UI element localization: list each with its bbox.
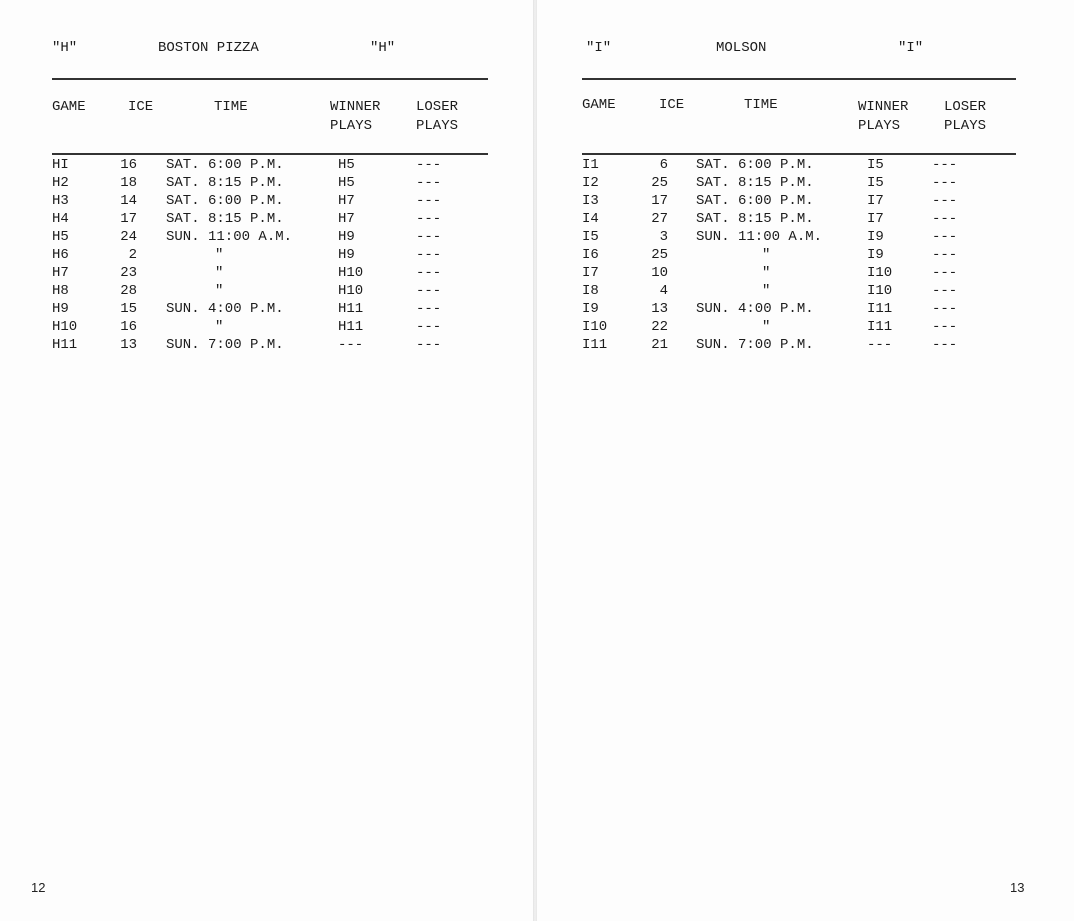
page-number: 12 (31, 880, 46, 895)
cell-game: I11 (582, 337, 608, 353)
table-row (582, 300, 1016, 318)
cell-game: I3 (582, 193, 599, 209)
cell-winner: H7 (338, 193, 355, 209)
col-game: GAME (52, 99, 86, 115)
cell-loser: --- (932, 337, 958, 353)
cell-loser: --- (932, 301, 958, 317)
table-row (582, 318, 1016, 336)
cell-loser: --- (932, 265, 958, 281)
cell-winner: I11 (867, 301, 893, 317)
cell-loser: --- (416, 175, 442, 191)
cell-loser: --- (932, 319, 958, 335)
cell-loser: --- (416, 337, 442, 353)
col-loser-plays: PLAYS (944, 118, 987, 134)
cell-winner: I10 (867, 265, 893, 281)
cell-loser: --- (932, 157, 958, 173)
cell-winner: H5 (338, 175, 355, 191)
cell-time: " (215, 319, 224, 335)
cell-time: " (762, 283, 771, 299)
cell-ice: 22 (651, 319, 668, 335)
division-code-left: "H" (52, 40, 78, 56)
cell-winner: I5 (867, 175, 884, 191)
table-row (52, 228, 488, 246)
cell-ice: 2 (128, 247, 137, 263)
cell-game: H2 (52, 175, 69, 191)
column-rule (582, 153, 1016, 155)
cell-time: " (215, 283, 224, 299)
cell-ice: 17 (651, 193, 668, 209)
cell-time: SAT. 6:00 P.M. (696, 157, 814, 173)
cell-ice: 13 (120, 337, 137, 353)
page-number: 13 (1010, 880, 1025, 895)
cell-ice: 18 (120, 175, 137, 191)
cell-loser: --- (416, 301, 442, 317)
table-row (52, 336, 488, 354)
cell-time: SAT. 8:15 P.M. (166, 211, 284, 227)
cell-winner: H11 (338, 301, 364, 317)
cell-game: H10 (52, 319, 78, 335)
left-page (0, 0, 533, 921)
cell-time: SAT. 8:15 P.M. (696, 211, 814, 227)
cell-winner: H5 (338, 157, 355, 173)
cell-ice: 15 (120, 301, 137, 317)
table-row (582, 264, 1016, 282)
cell-winner: H9 (338, 229, 355, 245)
cell-ice: 27 (651, 211, 668, 227)
table-row (52, 210, 488, 228)
col-loser-plays: PLAYS (416, 118, 459, 134)
cell-game: H7 (52, 265, 69, 281)
cell-game: I10 (582, 319, 608, 335)
cell-game: HI (52, 157, 69, 173)
col-loser: LOSER (416, 99, 459, 115)
cell-time: " (215, 247, 224, 263)
cell-game: I9 (582, 301, 599, 317)
cell-game: H4 (52, 211, 69, 227)
cell-ice: 23 (120, 265, 137, 281)
cell-winner: H7 (338, 211, 355, 227)
cell-loser: --- (416, 319, 442, 335)
cell-winner: I9 (867, 247, 884, 263)
cell-time: SAT. 6:00 P.M. (166, 157, 284, 173)
cell-time: SUN. 4:00 P.M. (696, 301, 814, 317)
table-row (582, 336, 1016, 354)
cell-loser: --- (932, 211, 958, 227)
cell-ice: 17 (120, 211, 137, 227)
cell-time: " (215, 265, 224, 281)
table-row (52, 192, 488, 210)
column-rule (52, 153, 488, 155)
cell-winner: I5 (867, 157, 884, 173)
table-row (582, 246, 1016, 264)
cell-winner: H10 (338, 283, 364, 299)
cell-ice: 21 (651, 337, 668, 353)
cell-time: SUN. 7:00 P.M. (166, 337, 284, 353)
table-row (582, 282, 1016, 300)
cell-game: H5 (52, 229, 69, 245)
cell-ice: 3 (659, 229, 668, 245)
cell-loser: --- (416, 229, 442, 245)
cell-time: SAT. 8:15 P.M. (696, 175, 814, 191)
cell-winner: --- (867, 337, 893, 353)
cell-winner: I7 (867, 193, 884, 209)
cell-loser: --- (416, 211, 442, 227)
cell-winner: --- (338, 337, 364, 353)
cell-winner: I9 (867, 229, 884, 245)
cell-time: SAT. 6:00 P.M. (696, 193, 814, 209)
table-row (582, 228, 1016, 246)
cell-ice: 4 (659, 283, 668, 299)
cell-loser: --- (416, 283, 442, 299)
division-code-left: "I" (586, 40, 612, 56)
cell-ice: 6 (659, 157, 668, 173)
col-time: TIME (214, 99, 248, 115)
cell-loser: --- (932, 229, 958, 245)
cell-loser: --- (932, 247, 958, 263)
cell-loser: --- (416, 247, 442, 263)
table-row (582, 210, 1016, 228)
cell-ice: 16 (120, 319, 137, 335)
cell-game: H9 (52, 301, 69, 317)
sponsor-title: BOSTON PIZZA (158, 40, 259, 56)
cell-game: H11 (52, 337, 78, 353)
header-rule (52, 78, 488, 80)
table-row (52, 246, 488, 264)
col-winner: WINNER (330, 99, 381, 115)
cell-ice: 24 (120, 229, 137, 245)
cell-ice: 25 (651, 247, 668, 263)
cell-game: H6 (52, 247, 69, 263)
cell-winner: I11 (867, 319, 893, 335)
division-code-right: "H" (370, 40, 396, 56)
cell-ice: 13 (651, 301, 668, 317)
cell-time: " (762, 247, 771, 263)
cell-loser: --- (416, 193, 442, 209)
right-page (537, 0, 1074, 921)
cell-ice: 25 (651, 175, 668, 191)
cell-winner: I10 (867, 283, 893, 299)
cell-game: H3 (52, 193, 69, 209)
col-winner: WINNER (858, 99, 909, 115)
cell-time: SUN. 11:00 A.M. (696, 229, 823, 245)
cell-loser: --- (932, 175, 958, 191)
col-loser: LOSER (944, 99, 987, 115)
table-row (582, 174, 1016, 192)
cell-loser: --- (416, 265, 442, 281)
cell-ice: 14 (120, 193, 137, 209)
table-row (52, 156, 488, 174)
sponsor-title: MOLSON (716, 40, 767, 56)
col-time: TIME (744, 97, 778, 113)
cell-time: " (762, 265, 771, 281)
cell-ice: 16 (120, 157, 137, 173)
col-winner-plays: PLAYS (330, 118, 373, 134)
cell-loser: --- (932, 283, 958, 299)
cell-loser: --- (416, 157, 442, 173)
cell-game: I4 (582, 211, 599, 227)
cell-time: " (762, 319, 771, 335)
cell-game: I6 (582, 247, 599, 263)
cell-game: I1 (582, 157, 599, 173)
col-game: GAME (582, 97, 616, 113)
cell-ice: 10 (651, 265, 668, 281)
cell-time: SAT. 8:15 P.M. (166, 175, 284, 191)
table-row (52, 318, 488, 336)
cell-game: I5 (582, 229, 599, 245)
cell-winner: H11 (338, 319, 364, 335)
header-rule (582, 78, 1016, 80)
cell-game: I7 (582, 265, 599, 281)
division-code-right: "I" (898, 40, 924, 56)
col-ice: ICE (659, 97, 685, 113)
table-row (52, 300, 488, 318)
table-row (582, 192, 1016, 210)
cell-time: SUN. 7:00 P.M. (696, 337, 814, 353)
cell-winner: H10 (338, 265, 364, 281)
table-row (52, 264, 488, 282)
col-ice: ICE (128, 99, 154, 115)
cell-game: I2 (582, 175, 599, 191)
table-row (582, 156, 1016, 174)
cell-time: SUN. 11:00 A.M. (166, 229, 293, 245)
table-row (52, 282, 488, 300)
table-row (52, 174, 488, 192)
cell-time: SUN. 4:00 P.M. (166, 301, 284, 317)
cell-ice: 28 (120, 283, 137, 299)
cell-loser: --- (932, 193, 958, 209)
cell-winner: H9 (338, 247, 355, 263)
cell-game: I8 (582, 283, 599, 299)
cell-winner: I7 (867, 211, 884, 227)
cell-time: SAT. 6:00 P.M. (166, 193, 284, 209)
cell-game: H8 (52, 283, 69, 299)
col-winner-plays: PLAYS (858, 118, 901, 134)
